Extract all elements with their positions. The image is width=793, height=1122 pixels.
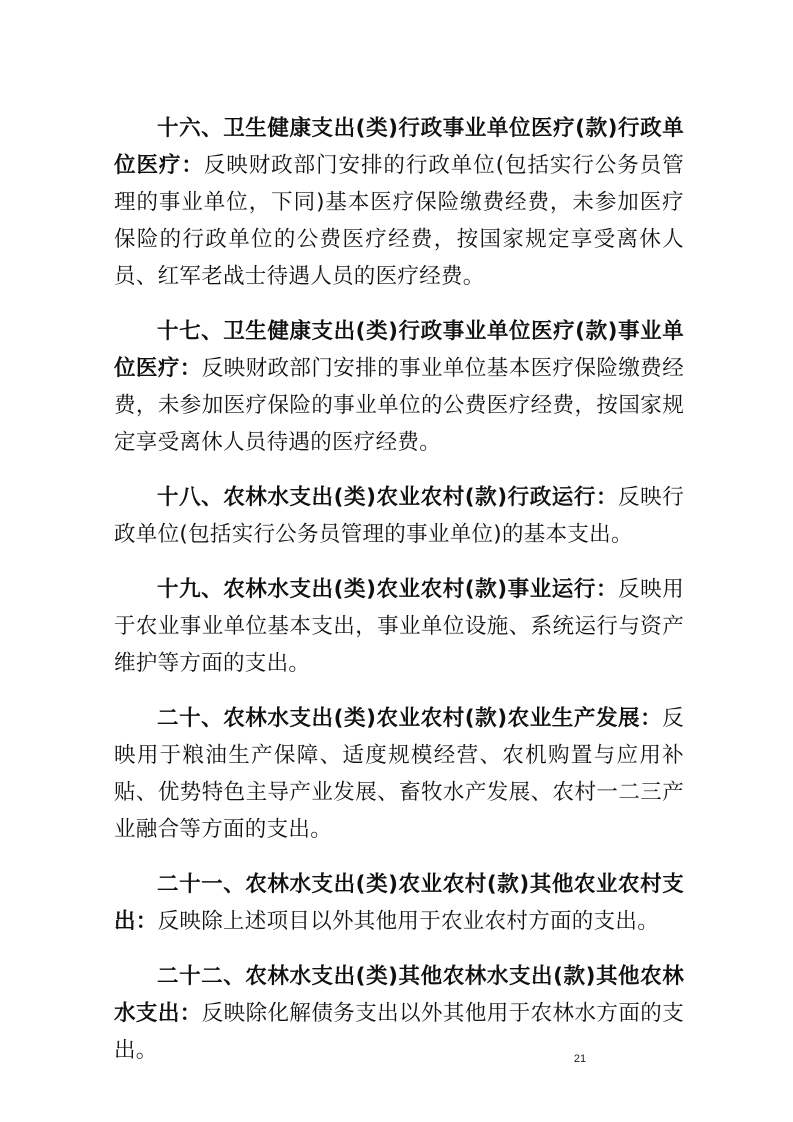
document-body <box>114 110 684 1087</box>
paragraph-text: 反映行政单位(包括实行公务员管理的事业单位)的基本支出。 <box>114 485 684 547</box>
paragraph-text: 反映用于农业事业单位基本支出，事业单位设施、系统运行与资产维护等方面的支出。 <box>114 577 684 676</box>
paragraph-text: 反映除化解债务支出以外其他用于农林水方面的支出。 <box>114 1001 684 1063</box>
paragraph-heading: 十九、农林水支出(类)农业农村(款)事业运行： <box>157 577 619 602</box>
paragraph-20 <box>114 700 684 848</box>
paragraph-heading: 十六、卫生健康支出(类)行政事业单位医疗(款)行政单位医疗： <box>114 116 684 178</box>
paragraph-18 <box>114 479 684 553</box>
paragraph-text: 反映除上述项目以外其他用于农业农村方面的支出。 <box>157 909 660 934</box>
paragraph-19 <box>114 571 684 682</box>
paragraph-heading: 二十二、农林水支出(类)其他农林水支出(款)其他农林水支出： <box>114 964 684 1026</box>
paragraph-21 <box>114 866 684 940</box>
paragraph-heading: 二十一、农林水支出(类)农业农村(款)其他农业农村支出： <box>114 872 684 934</box>
paragraph-17 <box>114 313 684 461</box>
paragraph-heading: 十八、农林水支出(类)农业农村(款)行政运行： <box>157 485 619 510</box>
paragraph-16 <box>114 110 684 295</box>
paragraph-text: 反映用于粮油生产保障、适度规模经营、农机购置与应用补贴、优势特色主导产业发展、畜牧水产发展、农村一二三产业融合等方面的支出。 <box>114 706 684 842</box>
paragraph-text: 反映财政部门安排的行政单位(包括实行公务员管理的事业单位，下同)基本医疗保险缴费经费，未参加医疗保险的行政单位的公费医疗经费，按国家规定享受离休人员、红军老战士待遇人员的医疗经费。 <box>114 153 684 289</box>
page-number: 21 <box>573 1053 587 1065</box>
paragraph-heading: 二十、农林水支出(类)农业农村(款)农业生产发展： <box>157 706 663 731</box>
paragraph-text: 反映财政部门安排的事业单位基本医疗保险缴费经费，未参加医疗保险的事业单位的公费医疗经费，按国家规定享受离休人员待遇的医疗经费。 <box>114 356 684 455</box>
paragraph-heading: 十七、卫生健康支出(类)行政事业单位医疗(款)事业单位医疗： <box>114 319 684 381</box>
